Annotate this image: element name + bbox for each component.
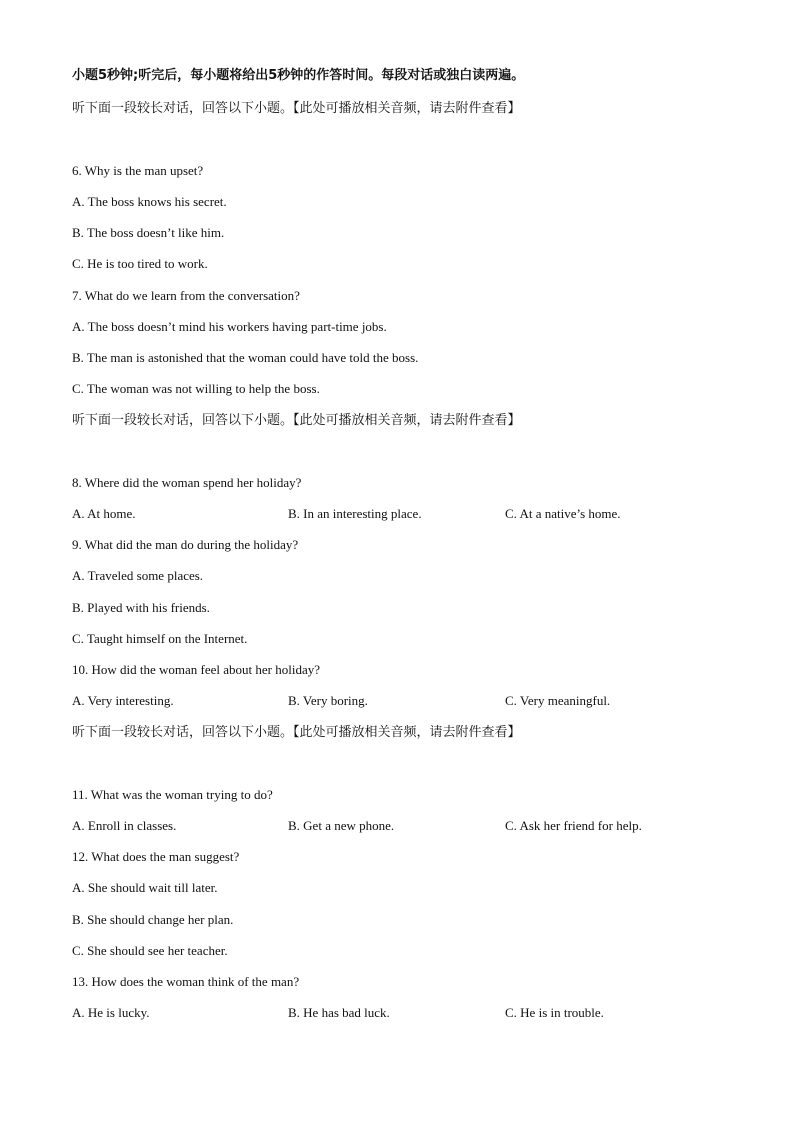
question-10-option-a: A. Very interesting. xyxy=(72,693,174,708)
question-13-options xyxy=(72,1005,722,1021)
question-11-options xyxy=(72,818,722,834)
question-7-option-a: A. The boss doesn’t mind his workers having part-time jobs. xyxy=(72,319,387,334)
question-10-stem: 10. How did the woman feel about her holiday? xyxy=(72,662,321,677)
question-7-stem: 7. What do we learn from the conversation? xyxy=(72,288,300,303)
question-9-option-a: A. Traveled some places. xyxy=(72,568,204,583)
question-6-stem: 6. Why is the man upset? xyxy=(72,163,204,178)
question-12-option-b: B. She should change her plan. xyxy=(72,912,234,927)
instruction-text: 小题5秒钟;听完后，每小题将给出5秒钟的作答时间。每段对话或独白读两遍。 xyxy=(72,68,525,83)
question-8-option-a: A. At home. xyxy=(72,506,136,521)
section-note-1: 听下面一段较长对话，回答以下小题。【此处可播放相关音频，请去附件查看】 xyxy=(72,101,521,116)
question-10-option-c: C. Very meaningful. xyxy=(505,693,611,708)
question-8-options xyxy=(72,506,722,522)
question-7-option-b: B. The man is astonished that the woman could have told the boss. xyxy=(72,350,419,365)
question-13-stem: 13. How does the woman think of the man? xyxy=(72,974,300,989)
question-9-option-b: B. Played with his friends. xyxy=(72,600,210,615)
question-7-option-c: C. The woman was not willing to help the boss. xyxy=(72,381,320,396)
section-note-2: 听下面一段较长对话，回答以下小题。【此处可播放相关音频，请去附件查看】 xyxy=(72,413,521,428)
question-11-option-b: B. Get a new phone. xyxy=(288,818,395,833)
question-8-stem: 8. Where did the woman spend her holiday? xyxy=(72,475,302,490)
question-12-option-a: A. She should wait till later. xyxy=(72,880,218,895)
question-11-stem: 11. What was the woman trying to do? xyxy=(72,787,273,802)
question-6-option-c: C. He is too tired to work. xyxy=(72,256,208,271)
question-13-option-c: C. He is in trouble. xyxy=(505,1005,604,1020)
question-13-option-a: A. He is lucky. xyxy=(72,1005,150,1020)
question-6-option-a: A. The boss knows his secret. xyxy=(72,194,227,209)
question-13-option-b: B. He has bad luck. xyxy=(288,1005,390,1020)
question-10-option-b: B. Very boring. xyxy=(288,693,368,708)
question-8-option-b: B. In an interesting place. xyxy=(288,506,422,521)
question-12-stem: 12. What does the man suggest? xyxy=(72,849,240,864)
question-9-option-c: C. Taught himself on the Internet. xyxy=(72,631,248,646)
question-8-option-c: C. At a native’s home. xyxy=(505,506,621,521)
question-9-stem: 9. What did the man do during the holiday? xyxy=(72,537,299,552)
section-note-3: 听下面一段较长对话，回答以下小题。【此处可播放相关音频，请去附件查看】 xyxy=(72,725,521,740)
question-10-options xyxy=(72,693,722,709)
question-11-option-a: A. Enroll in classes. xyxy=(72,818,177,833)
question-11-option-c: C. Ask her friend for help. xyxy=(505,818,642,833)
question-6-option-b: B. The boss doesn’t like him. xyxy=(72,225,225,240)
question-12-option-c: C. She should see her teacher. xyxy=(72,943,228,958)
